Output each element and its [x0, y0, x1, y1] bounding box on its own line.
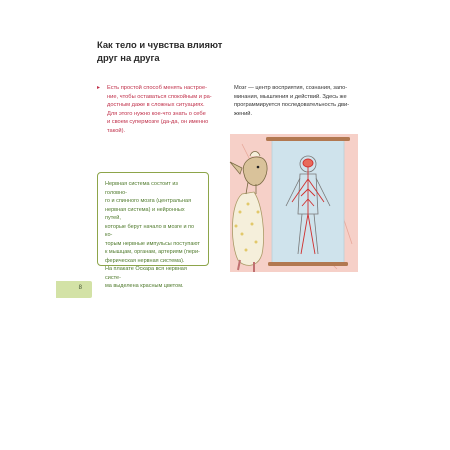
info-line: ферическая нервная система). — [105, 257, 185, 264]
brain-line: программируется последовательность дви- — [234, 102, 350, 109]
poster-rod-bottom — [268, 262, 348, 266]
info-line: го и спинного мозга (центральная — [105, 198, 192, 204]
info-line: На плакате Оскара вся нервная систе- — [105, 266, 187, 281]
bullet-triangle-icon: ▸ — [97, 85, 101, 91]
sheep-poster-illustration — [222, 134, 362, 274]
page-number: 8 — [78, 285, 82, 291]
brain-line: Мозг — центр восприятия, сознания, запо- — [234, 85, 348, 91]
brain-paragraph — [234, 84, 358, 118]
intro-line: ние, чтобы оставаться спокойным и ра- — [107, 93, 212, 100]
page-number-tab — [56, 281, 92, 298]
intro-paragraph — [97, 84, 217, 136]
page-title-line-2: друг на друга — [97, 52, 160, 63]
intro-line: такой). — [107, 127, 126, 134]
info-line: Нервная система состоит из головно- — [105, 181, 178, 196]
info-line: ма выделена красным цветом. — [105, 283, 184, 289]
brain-line: жений. — [234, 110, 253, 117]
intro-line: и своем супермозге (да-да, он именно — [107, 119, 209, 126]
brain-line: минания, мышления и действий. Здесь же — [234, 93, 347, 100]
intro-line: Есть простой способ менять настрое- — [107, 85, 208, 91]
page-title — [97, 38, 337, 64]
intro-line: достным даже в сложных ситуациях. — [107, 102, 205, 109]
info-line: к мышцам, органам, артериям (пери- — [105, 249, 200, 255]
intro-line: Для этого нужно кое-что знать о себе — [107, 110, 206, 117]
info-line: торым нервные импульсы поступают — [105, 240, 200, 247]
page-title-line-1: Как тело и чувства влияют — [97, 39, 223, 50]
poster-rod-top — [266, 137, 350, 141]
info-line: которые берут начало в мозге и по ко- — [105, 223, 195, 238]
nervous-system-info-box — [97, 172, 209, 289]
info-line: нервная система) и нейронных путей, — [105, 206, 185, 221]
sheep-eye — [257, 166, 260, 169]
